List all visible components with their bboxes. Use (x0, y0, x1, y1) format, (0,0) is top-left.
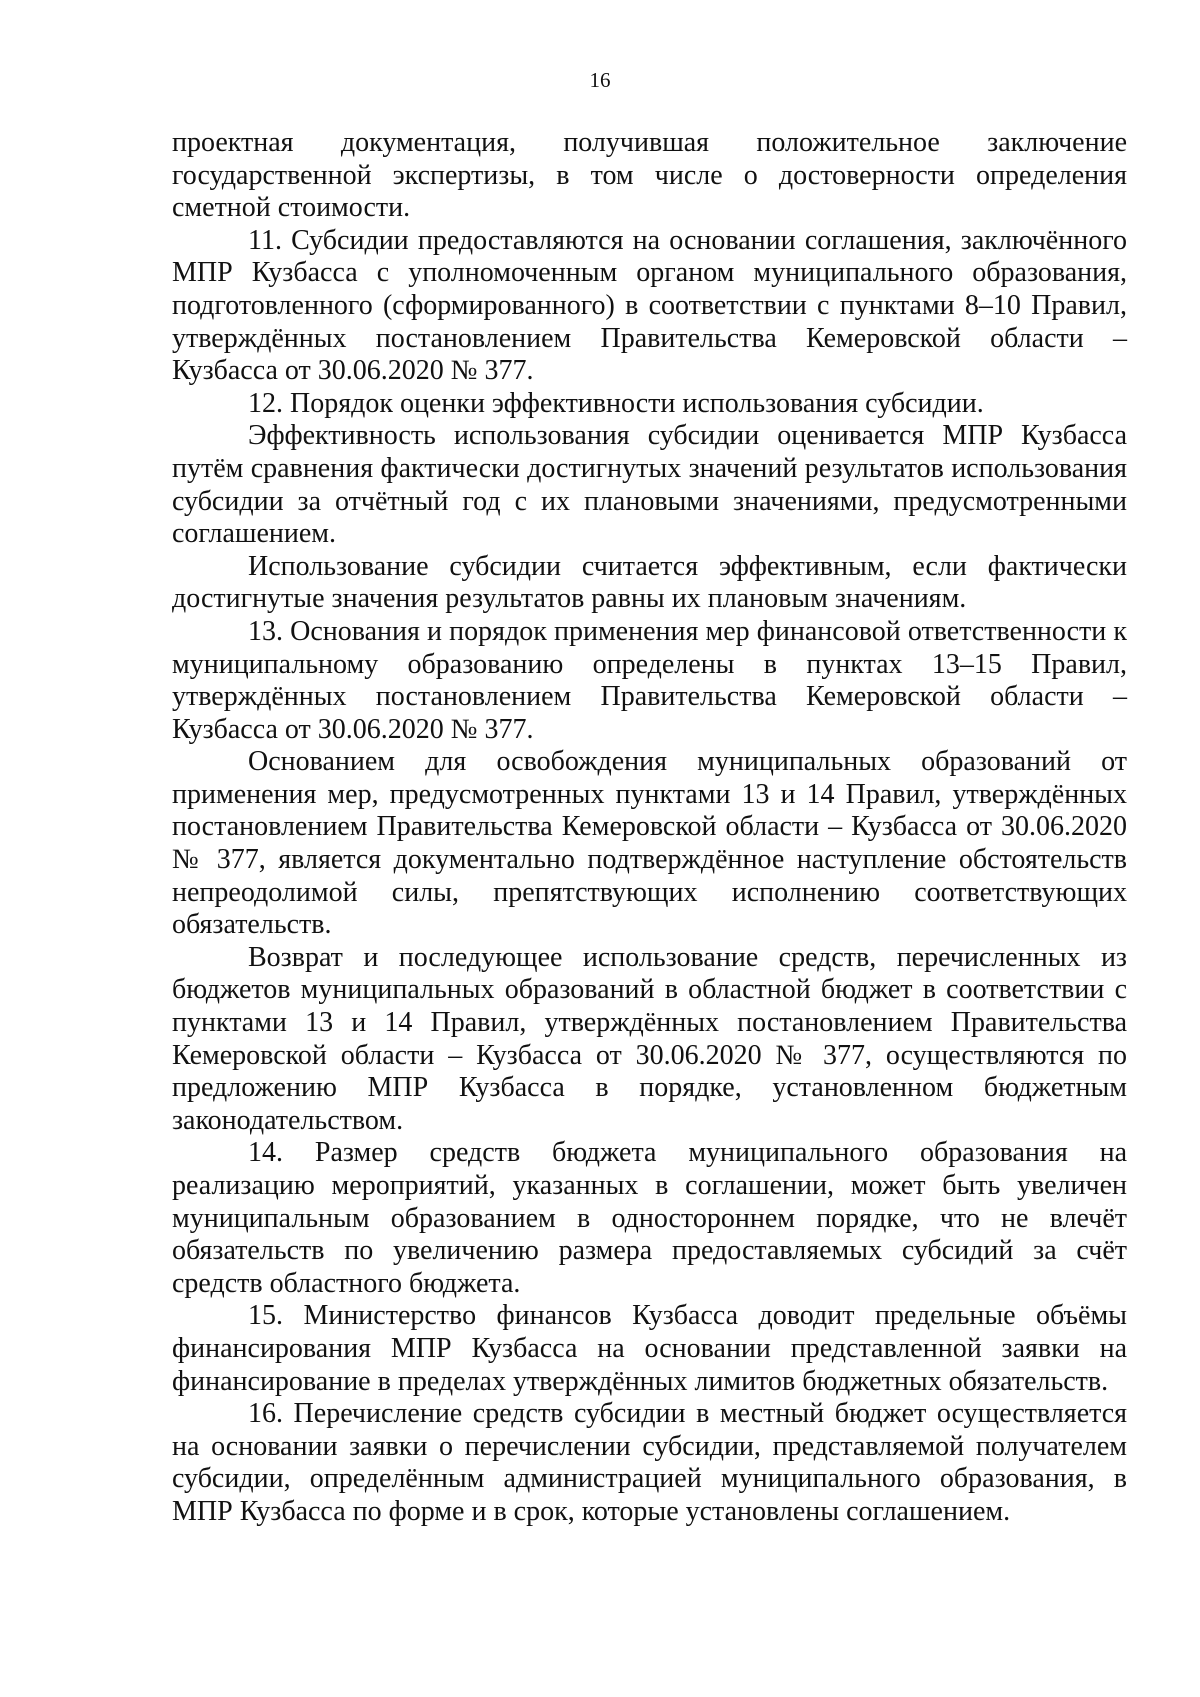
page-number: 16 (589, 68, 611, 92)
paragraph-continuation: проектная документация, получившая положительное заключение государственной экспертизы, в том числе о достоверности определения сметной стоимости. (172, 127, 1127, 224)
paragraph-item-14: 14. Размер средств бюджета муниципального образования на реализацию мероприятий, указанных в соглашении, может быть увеличен муниципальным образованием в одностороннем порядке, что не влечёт обязательств по увеличению размера предоставляемых субсидий за счёт средств областного бюджета. (172, 1137, 1127, 1299)
paragraph-item-16: 16. Перечисление средств субсидии в местный бюджет осуществляется на основании заявки о перечислении субсидии, представляемой получателем субсидии, определённым администрацией муниципального образования, в МПР Кузбасса по форме и в срок, которые установлены соглашением. (172, 1398, 1127, 1527)
paragraph-efficiency-criterion: Использование субсидии считается эффективным, если фактически достигнутые значения результатов равны их плановым значениям. (172, 550, 1127, 615)
paragraph-efficiency-evaluation: Эффективность использования субсидии оценивается МПР Кузбасса путём сравнения фактически достигнутых значений результатов использования субсидии за отчётный год с их плановыми значениями, предусмотренными соглашением. (172, 420, 1127, 550)
document-body (172, 127, 1127, 1529)
paragraph-item-13: 13. Основания и порядок применения мер финансовой ответственности к муниципальному образованию определены в пунктах 13–15 Правил, утверждённых постановлением Правительства Кемеровской области – Кузбасса от 30.06.2020 № 377. (172, 615, 1127, 745)
paragraph-item-11: 11. Субсидии предоставляются на основании соглашения, заключённого МПР Кузбасса с уполномоченным органом муниципального образования, подготовленного (сформированного) в соответствии с пунктами 8–10 Правил, утверждённых постановлением Правительства Кемеровской области – Кузбасса от 30.06.2020 № 377. (172, 224, 1127, 387)
paragraph-item-15: 15. Министерство финансов Кузбасса доводит предельные объёмы финансирования МПР Кузбасса на основании представленной заявки на финансирование в пределах утверждённых лимитов бюджетных обязательств. (172, 1300, 1127, 1397)
paragraph-force-majeure: Основанием для освобождения муниципальных образований от применения мер, предусмотренных пунктами 13 и 14 Правил, утверждённых постановлением Правительства Кемеровской области – Кузбасса от 30.06.2020 № 377, является документально подтверждённое наступление обстоятельств непреодолимой силы, препятствующих исполнению соответствующих обязательств. (172, 746, 1127, 941)
paragraph-refund: Возврат и последующее использование средств, перечисленных из бюджетов муниципальных образований в областной бюджет в соответствии с пунктами 13 и 14 Правил, утверждённых постановлением Правительства Кемеровской области – Кузбасса от 30.06.2020 № 377, осуществляются по предложению МПР Кузбасса в порядке, установленном бюджетным законодательством. (172, 941, 1127, 1136)
paragraph-item-12: 12. Порядок оценки эффективности использования субсидии. (248, 387, 984, 419)
